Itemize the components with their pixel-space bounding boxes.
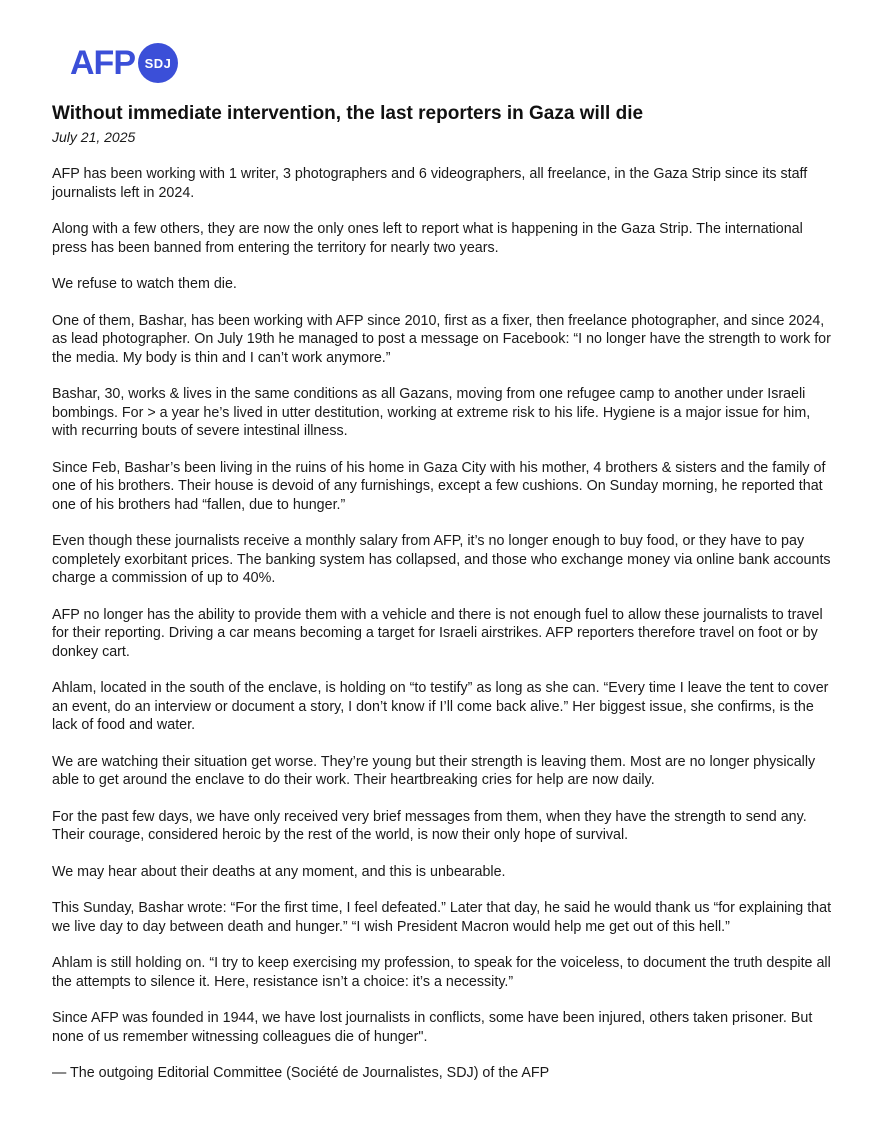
document-date: July 21, 2025 [52,129,136,145]
paragraph: We may hear about their deaths at any moment, and this is unbearable. [52,863,506,880]
paragraph: Since Feb, Bashar’s been living in the ruins of his home in Gaza City with his mother, 4 brothers & sisters and the family of one of his brothers. Their house is devoid of any furnishings, except a few cushions. On Sunday morning, he reported that one of his brothers had “fallen, due to hunger.” [52,459,826,513]
paragraph: Along with a few others, they are now the only ones left to report what is happening in the Gaza Strip. The international press has been banned from entering the territory for nearly two years. [52,221,803,256]
paragraph: We are watching their situation get worse. They’re young but their strength is leaving them. Most are no longer physically able to get around the enclave to do their work. Their heartbreaking cries for help are now daily. [52,753,816,788]
paragraph: Even though these journalists receive a monthly salary from AFP, it’s no longer enough to buy food, or they have to pay completely exorbitant prices. The banking system has collapsed, and those who exchange money via online bank accounts charge a commission of up to 40%. [52,533,831,586]
paragraph: We refuse to watch them die. [52,276,237,292]
paragraph-list [52,165,832,1046]
paragraph: Ahlam is still holding on. “I try to keep exercising my profession, to speak for the voiceless, to document the truth despite all the attempts to silence it. Here, resistance isn’t a choice: it’s a necessity.” [52,955,831,990]
afp-sdj-logo [70,42,178,84]
paragraph: Ahlam, located in the south of the enclave, is holding on “to testify” as long as she can. “Every time I leave the tent to cover an event, do an interview or document a story, I don’t know if I’ll come back alive.” Her biggest issue, she confirms, is the lack of food and water. [52,680,829,733]
document-title: Without immediate intervention, the last reporters in Gaza will die [52,103,644,124]
paragraph: Bashar, 30, works & lives in the same conditions as all Gazans, moving from one refugee camp to another under Israeli bombings. For > a year he’s lived in utter destitution, working at extreme risk to his life. Hygiene is a major issue for him, with recurring bouts of severe intestinal illness. [52,386,811,439]
sdj-logo-badge: SDJ [138,43,178,83]
paragraph: One of them, Bashar, has been working with AFP since 2010, first as a fixer, then freelance photographer, and since 2024, as lead photographer. On July 19th he managed to post a message on Facebook: “I no longer have the strength to work for the media. My body is thin and I can’t work anymore.” [52,312,831,366]
paragraph: Since AFP was founded in 1944, we have lost journalists in conflicts, some have been injured, others taken prisoner. But none of us remember witnessing colleagues die of hunger". [52,1010,813,1045]
signature: — The outgoing Editorial Committee (Société de Journalistes, SDJ) of the AFP [52,1065,550,1081]
document-body [52,101,832,1083]
paragraph: AFP no longer has the ability to provide them with a vehicle and there is not enough fuel to allow these journalists to travel for their reporting. Driving a car means becoming a target for Israeli airstrikes. AFP reporters therefore travel on foot or by donkey cart. [52,606,823,660]
paragraph: AFP has been working with 1 writer, 3 photographers and 6 videographers, all freelance, in the Gaza Strip since its staff journalists left in 2024. [52,166,808,201]
paragraph: For the past few days, we have only received very brief messages from them, when they have the strength to send any. Their courage, considered heroic by the rest of the world, is now their only hope of survival. [52,808,807,843]
paragraph: This Sunday, Bashar wrote: “For the first time, I feel defeated.” Later that day, he said he would thank us “for explaining that we live day to day between death and hunger.” “I wish President Macron would help me get out of this hell.” [52,900,832,935]
afp-logo-text: AFP [70,44,135,82]
